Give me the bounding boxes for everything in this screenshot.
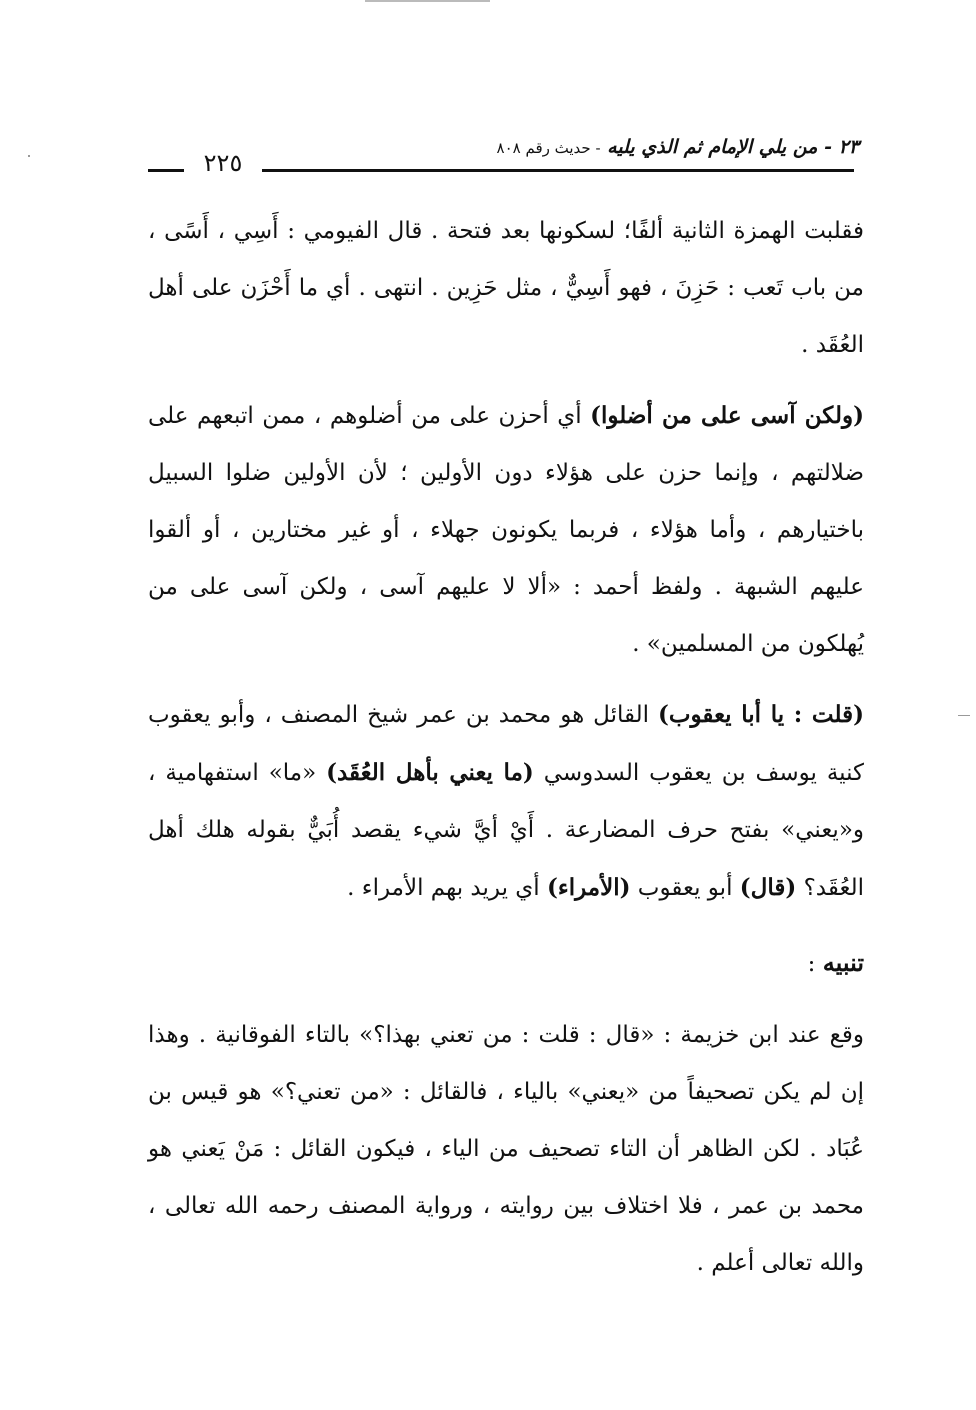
commentary-text: أي يريد بهم الأمراء . <box>347 875 547 901</box>
quoted-text: (ما يعني بأهل العُقَد) <box>326 759 534 786</box>
scan-top-mark <box>365 0 490 2</box>
commentary-text: «ما» استفهامية ، و«يعني» بفتح حرف المضارعة . أَيْ أيَّ شيء يقصد أُبَيٌّ بقوله هلك أهل العُقَد؟ <box>148 760 864 901</box>
quoted-text: (الأمراء) <box>547 874 631 901</box>
heading-text: تنبيه <box>822 948 864 977</box>
running-header <box>419 130 859 165</box>
quoted-text: (ولكن آسى على من أضلوا) <box>590 402 864 429</box>
heading-colon: : <box>807 951 823 977</box>
page-number: ٢٢٥ <box>203 149 243 177</box>
paragraph-3 <box>148 686 864 917</box>
hadith-reference: - حديث رقم ٨٠٨ <box>496 139 601 157</box>
commentary-text: أي أحزن على من أضلوهم ، ممن اتبعهم على ضلالتهم ، وإنما حزن على هؤلاء دون الأولين ؛ لأن الأولين ضلوا السبيل باختيارهم ، وأما هؤلاء ، فربما يكونون جهلاء ، أو غير مختارين ، أو ألقوا عليهم الشبهة . ولفظ أحمد : «ألا لا عليهم آسى ، ولكن آسى على من يُهلكون من المسلمين» . <box>148 403 864 657</box>
quoted-text: (قلت : يا أبا يعقوب) <box>658 701 864 728</box>
quoted-text: (قال) <box>739 874 797 901</box>
header-rule <box>262 169 854 172</box>
section-heading <box>148 934 864 993</box>
page-number-rule <box>148 169 184 172</box>
paragraph-2 <box>148 387 864 673</box>
commentary-text: أبو يعقوب <box>630 875 740 901</box>
commentary-text: القائل هو محمد بن عمر شيخ المصنف ، وأبو يعقوب كنية يوسف بن يعقوب السدوسي <box>148 702 864 786</box>
paragraph-1: فقلبت الهمزة الثانية ألفًا؛ لسكونها بعد فتحة . قال الفيومي : أَسِي ، أَسًى ، من باب تَعب : حَزِنَ ، فهو أَسِيٌّ ، مثل حَزِين . انتهى . أي ما أَحْزَن على أهل العُقَد . <box>148 218 864 358</box>
scan-speck <box>28 155 30 157</box>
scan-edge-mark <box>958 715 970 716</box>
chapter-title: ٢٣ - من يلي الإمام ثم الذي يليه <box>607 136 859 158</box>
page-body <box>148 203 864 1292</box>
paragraph-4: وقع عند ابن خزيمة : «قال : قلت : من تعني بهذا؟» بالتاء الفوقانية . وهذا إن لم يكن تصحيفاً من «يعني» بالياء ، فالقائل : «من تعني؟» هو قيس بن عُبَاد . لكن الظاهر أن التاء تصحيف من الياء ، فيكون القائل : مَنْ يَعني هو محمد بن عمر ، فلا اختلاف بين روايته ، ورواية المصنف رحمه الله تعالى ، والله تعالى أعلم . <box>148 1022 864 1276</box>
